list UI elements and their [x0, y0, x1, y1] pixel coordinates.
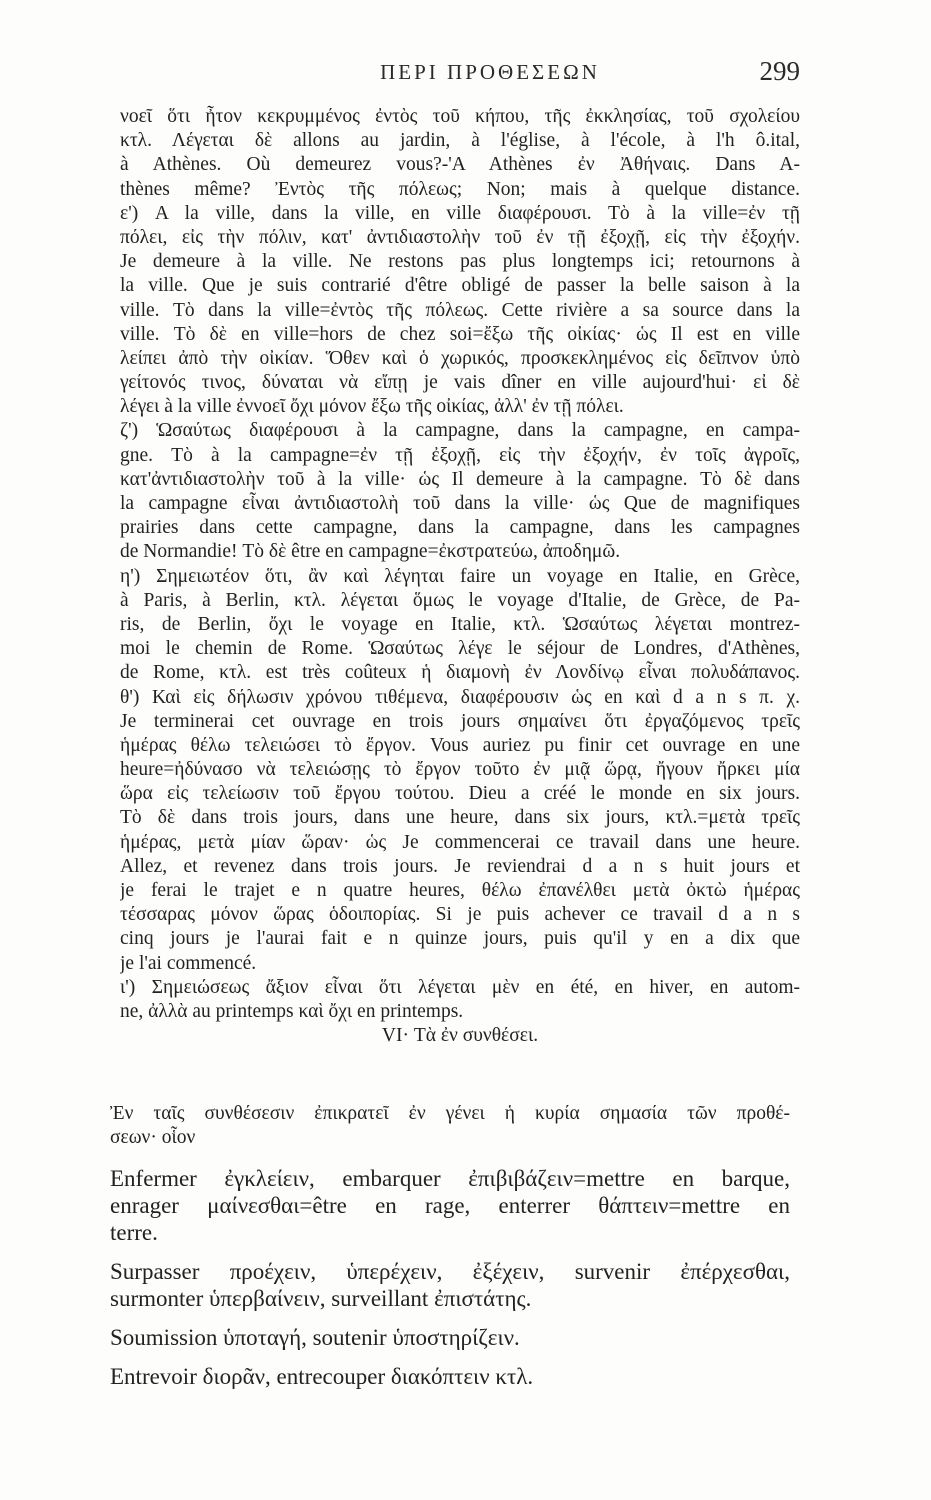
text-line: je l'ai commencé.	[120, 952, 257, 974]
page-number: 299	[759, 56, 800, 86]
text-line: enrager μαίνεσθαι=être en rage, enterrer θάπτειν=mettre en	[110, 1193, 790, 1218]
body-text	[120, 105, 800, 1048]
text-line: κτλ. Λέγεται δὲ allons au jardin, à l'église, à l'école, à l'h ô.ital,	[120, 130, 800, 152]
text-line: Τὸ δὲ dans trois jours, dans une heure, dans six jours, κτλ.=μετὰ τρεῖς	[120, 807, 800, 829]
compound-examples	[110, 1165, 790, 1390]
intro-paragraph	[110, 1102, 790, 1150]
text-line: λέγει à la ville ἐννοεῖ ὄχι μόνον ἔξω τῆς οἰκίας, ἀλλ' ἐν τῇ πόλει.	[120, 396, 624, 418]
text-line: cinq jours je l'aurai fait e n quinze jours, puis qu'il y en a dix que	[120, 928, 800, 950]
text-line: Allez, et revenez dans trois jours. Je reviendrai d a n s huit jours et	[120, 855, 800, 877]
text-line: ὥρα εἰς τελείωσιν τοῦ ἔργου τούτου. Dieu a créé le monde en six jours.	[120, 783, 800, 805]
text-line: νοεῖ ὅτι ἦτον κεκρυμμένος ἐντὸς τοῦ κήπου, τῆς ἐκκλησίας, τοῦ σχολείου	[120, 106, 800, 127]
text-line: ζ') Ὡσαύτως διαφέρουσι à la campagne, dans la campagne, en campa-	[120, 420, 800, 442]
text-line: κατ'ἀντιδιαστολὴν τοῦ à la ville· ὡς Il demeure à la campagne. Τὸ δὲ dans	[120, 468, 800, 490]
text-line: ville. Τὸ dans la ville=ἐντὸς τῆς πόλεως. Cette rivière a sa source dans la	[120, 299, 800, 321]
text-line: θ') Καὶ εἰς δήλωσιν χρόνου τιθέμενα, διαφέρουσιν ὡς en καὶ d a n s π. χ.	[120, 686, 800, 708]
text-line: je ferai le trajet e n quatre heures, θέλω ἐπανέλθει μετὰ ὀκτὼ ἡμέρας	[120, 880, 800, 901]
text-line: ville. Τὸ δὲ en ville=hors de chez soi=ἔξω τῆς οἰκίας· ὡς Il est en ville	[120, 323, 800, 345]
text-line: Soumission ὑποταγή, soutenir ὑποστηρίζειν.	[110, 1325, 520, 1350]
text-line: ἡμέρας, μετὰ μίαν ὥραν· ὡς Je commencerai ce travail dans une heure.	[120, 831, 800, 853]
text-line: thènes même? Ἐντὸς τῆς πόλεως; Non; mais à quelque distance.	[120, 178, 800, 200]
text-line: de Normandie! Τὸ δὲ être en campagne=ἐκστρατεύω, ἀποδημῶ.	[120, 541, 621, 563]
text-line: πόλει, εἰς τὴν πόλιν, κατ' ἀντιδιαστολὴν τοῦ ἐν τῇ ἐξοχῇ, εἰς τὴν ἐξοχήν.	[120, 226, 800, 248]
text-line: γείτονός τινος, δύναται νὰ εἴπῃ je vais dîner en ville aujourd'hui· εἰ δὲ	[120, 372, 800, 394]
text-line: Je terminerai cet ouvrage en trois jours σημαίνει ὅτι ἐργαζόμενος τρεῖς	[120, 710, 800, 732]
text-line: η') Σημειωτέον ὅτι, ἂν καὶ λέγηται faire un voyage en Italie, en Grèce,	[120, 565, 800, 587]
section-heading: VI· Τὰ ἐν συνθέσει.	[381, 1025, 539, 1047]
text-line: ris, de Berlin, ὄχι le voyage en Italie, κτλ. Ὡσαύτως λέγεται montrez-	[120, 613, 800, 635]
text-line: ne, ἀλλὰ au printemps καὶ ὄχι en printemps.	[120, 1000, 464, 1022]
text-line: gne. Τὸ à la campagne=ἐν τῇ ἐξοχῇ, εἰς τὴν ἐξοχήν, ἐν τοῖς ἀγροῖς,	[120, 444, 800, 466]
text-line: ι') Σημειώσεως ἄξιον εἶναι ὅτι λέγεται μὲν en été, en hiver, en autom-	[120, 976, 800, 998]
text-line: à Athènes. Où demeurez vous?-'A Athènes ἐν Ἀθήναις. Dans A-	[120, 154, 800, 176]
text-line: ε') A la ville, dans la ville, en ville διαφέρουσι. Τὸ à la ville=ἐν τῇ	[120, 202, 800, 224]
text-line: de Rome, κτλ. est très coûteux ἡ διαμονὴ ἐν Λονδίνῳ εἶναι πολυδάπανος.	[120, 662, 800, 684]
text-line: surmonter ὑπερβαίνειν, surveillant ἐπιστάτης.	[110, 1286, 532, 1311]
text-line: Ἐν ταῖς συνθέσεσιν ἐπικρατεῖ ἐν γένει ἡ κυρία σημασία τῶν προθέ-	[110, 1103, 790, 1124]
text-line: σεων· οἷον	[110, 1127, 196, 1149]
text-line: Enfermer ἐγκλείειν, embarquer ἐπιβιβάζειν=mettre en barque,	[110, 1166, 790, 1191]
text-line: Je demeure à la ville. Ne restons pas plus longtemps ici; retournons à	[120, 251, 800, 273]
text-line: ἡμέρας θέλω τελειώσει τὸ ἔργον. Vous auriez pu finir cet ouvrage en une	[120, 734, 800, 756]
text-line: λείπει ἀπὸ τὴν οἰκίαν. Ὅθεν καὶ ὁ χωρικός, προσκεκλημένος εἰς δεῖπνον ὑπὸ	[120, 347, 800, 369]
text-line: prairies dans cette campagne, dans la campagne, dans les campagnes	[120, 517, 800, 539]
text-line: Surpasser προέχειν, ὑπερέχειν, ἐξέχειν, survenir ἐπέρχεσθαι,	[110, 1259, 790, 1284]
text-line: heure=ἠδύνασο νὰ τελειώσῃς τὸ ἔργον τοῦτο ἐν μιᾷ ὥρᾳ, ἤγουν ἤρκει μία	[120, 759, 800, 781]
text-line: à Paris, à Berlin, κτλ. λέγεται ὅμως le voyage d'Italie, de Grèce, de Pa-	[120, 589, 800, 611]
text-line: τέσσαρας μόνον ὥρας ὁδοιπορίας. Si je puis achever ce travail d a n s	[120, 904, 800, 926]
text-line: terre.	[110, 1220, 158, 1245]
text-line: moi le chemin de Rome. Ὡσαύτως λέγε le séjour de Londres, d'Athènes,	[120, 638, 800, 660]
text-line: la ville. Que je suis contrarié d'être obligé de passer la belle saison à la	[120, 275, 800, 297]
running-title: ΠΕΡΙ ΠΡΟΘΕΣΕΩΝ	[380, 60, 600, 84]
text-line: Entrevoir διορᾶν, entrecouper διακόπτειν κτλ.	[110, 1364, 534, 1389]
text-line: la campagne εἶναι ἀντιδιαστολὴ τοῦ dans la ville· ὡς Que de magnifiques	[120, 493, 800, 514]
page-header	[180, 56, 800, 90]
